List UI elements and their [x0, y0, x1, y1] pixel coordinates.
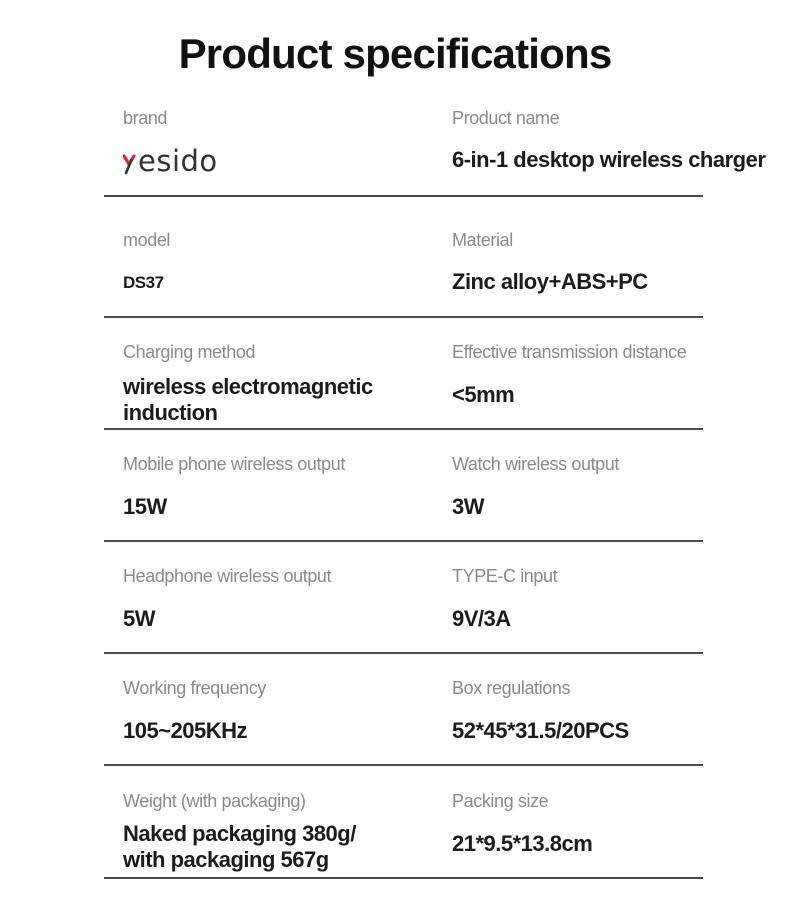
- product-name-label: Product name: [452, 108, 560, 128]
- spec-row-weight-packing: [104, 789, 703, 881]
- headphone-output-label: Headphone wireless output: [123, 566, 332, 586]
- spec-row-headphone-typec: [104, 564, 703, 656]
- watch-output-label: Watch wireless output: [452, 454, 620, 474]
- material-value: Zinc alloy+ABS+PC: [452, 269, 648, 294]
- page-title: Product specifications: [178, 30, 612, 77]
- charging-method-value: wireless electromagnetic induction: [123, 374, 373, 425]
- row-divider: [104, 540, 703, 542]
- row-divider: [104, 428, 703, 430]
- row-divider: [104, 195, 703, 197]
- headphone-output-value: 5W: [123, 606, 155, 631]
- row-divider: [104, 764, 703, 766]
- box-regulations-label: Box regulations: [452, 678, 571, 698]
- brand-logo-mark: [123, 146, 137, 176]
- brand-logo-text: esido: [138, 144, 218, 178]
- weight-label: Weight (with packaging): [123, 791, 306, 811]
- brand-label: brand: [123, 108, 168, 128]
- charging-method-label: Charging method: [123, 342, 256, 362]
- transmission-distance-label: Effective transmission distance: [452, 342, 687, 362]
- spec-row-phone-watch: [104, 452, 703, 544]
- phone-output-value: 15W: [123, 494, 167, 519]
- product-name-value: 6-in-1 desktop wireless charger: [452, 147, 766, 172]
- spec-row-model: [104, 228, 703, 320]
- model-label: model: [123, 230, 171, 250]
- working-frequency-label: Working frequency: [123, 678, 266, 698]
- material-label: Material: [452, 230, 513, 250]
- phone-output-label: Mobile phone wireless output: [123, 454, 345, 474]
- watch-output-value: 3W: [452, 494, 484, 519]
- packing-size-label: Packing size: [452, 791, 549, 811]
- row-divider: [104, 877, 703, 879]
- typec-input-value: 9V/3A: [452, 606, 511, 631]
- row-divider: [104, 652, 703, 654]
- spec-row-frequency-box: [104, 676, 703, 768]
- box-regulations-value: 52*45*31.5/20PCS: [452, 718, 629, 743]
- packing-size-value: 21*9.5*13.8cm: [452, 831, 593, 856]
- row-divider: [104, 316, 703, 318]
- transmission-distance-value: <5mm: [452, 382, 515, 407]
- spec-row-charging: [104, 340, 703, 432]
- working-frequency-value: 105~205KHz: [123, 718, 248, 743]
- weight-value: Naked packaging 380g/ with packaging 567g: [123, 821, 356, 872]
- model-value: DS37: [123, 273, 164, 292]
- typec-input-label: TYPE-C input: [452, 566, 558, 586]
- brand-logo: [123, 144, 218, 178]
- spec-row-brand: [104, 100, 766, 198]
